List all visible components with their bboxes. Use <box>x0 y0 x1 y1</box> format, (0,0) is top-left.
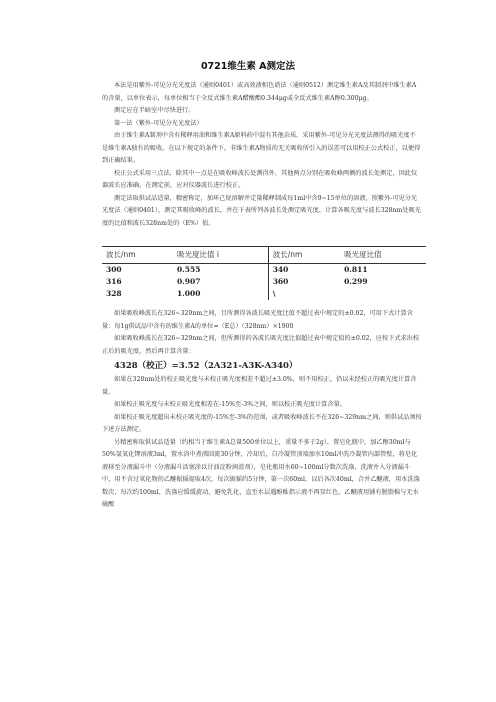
table-cell <box>340 288 426 300</box>
table-row <box>102 276 426 288</box>
paragraph-rule-outside: 如果校正吸光度超出未校正吸光度的-15%至-3%的范围，或者吸收峰波长不在326~329nm之间，则供试品须按下述方法测定。 <box>102 413 422 433</box>
table-cell: 300 <box>106 265 122 274</box>
table-header-ratio: 吸光度比值 <box>340 247 426 264</box>
correction-formula: 4328（校正）=3.52（2A321-A3K-A340） <box>114 361 298 371</box>
paragraph-intro: 本法是用紫外-可见分光光度法（通则0401）或高效液相色谱法（通则0512）测定维生素A及其制剂中维生素A的含量，以单位表示，每单位相当于全反式维生素A醋酸酯0.344μg或全反式维生素A醇0.300μg。 <box>102 82 417 102</box>
paragraph-darkroom: 测定应在半暗室中尽快进行。 <box>114 107 195 114</box>
table-cell: 0.555 <box>173 264 268 277</box>
paragraph-saponification: 另精密称取供试品适量（约相当于维生素A总量500单位以上，重量不多于2g），置皂化瓶中，加乙醇30ml与50%氢氧化钾溶液3ml，置水浴中煮沸回流30分钟，冷却后，自冷凝管顶端加水10ml冲洗冷凝管内部管壁，将皂化液移至分液漏斗中（分液漏斗活塞涂以甘油淀粉润滑剂），皂化瓶用水60~100ml分数次洗涤，洗液并入分液漏斗中，用不含过氧化物的乙醚振摇提取4次，每次振摇约5分钟，第一次60ml，以后各次40ml，合并乙醚液，用水洗涤数次，每次约100ml，洗涤应缓缓旋动，避免乳化，直至水层遇酚酞指示液不再显红色，乙醚液用铺有脱脂棉与无水硫酸 <box>102 438 420 508</box>
absorbance-ratio-table <box>102 246 426 300</box>
paragraph-calc-corrected: 如果吸收峰波长在326~329nm之间，但所测得的各波长吸光度比值超过表中规定值的±0.02，应按下式求出校正后的吸光度，然后再计算含量： <box>102 335 420 355</box>
table-header-wavelength: 波长/nm <box>268 247 340 264</box>
paragraph-calc-direct: 如果吸收峰波长在326~329nm之间，且所测得各波长吸光度比值不超过表中规定的±0.02，可用下式计算含量：每1g供试品中含有的维生素A的单位=（E总）（328nm）×1900 <box>102 310 413 330</box>
table-cell: 316 <box>106 277 122 286</box>
paragraph-method-heading: 第一法（紫外-可见分光光度法） <box>114 119 203 127</box>
paragraph-procedure: 测定法取供试品适量，精密称定，加环己烷溶解并定量稀释制成每1ml中含9~15单位的溶液，照紫外-可见分光光度法（通则0401），测定其吸收峰的波长，并在下表所列各波长处测定吸光度，计算各吸光度与波长328nm处吸光度的比值和波长328nm处的（E%）值。 <box>102 194 421 227</box>
table-header-ratio: 吸光度比值 i <box>173 247 268 264</box>
paragraph-explanation: 由于维生素A制剂中含有稀释用油和维生素A原料药中混有其他杂质，采用紫外-可见分光光度法测得的吸光度不是维生素A独有的吸收。在以下规定的条件下，非维生素A物质的无关吸收所引入的误差可以用校正公式校正，以便得到正确结果。 <box>102 132 421 164</box>
table-cell: 0.811 <box>344 265 368 274</box>
table-row <box>102 288 426 300</box>
table-cell: 328 <box>106 289 122 298</box>
paragraph-rule-within-3: 如果在328nm处的校正吸光度与未校正吸光度相差不超过±3.0%，则不用校正，仍以未经校正的吸光度计算含量。 <box>102 376 417 396</box>
table-cell: \ <box>272 289 276 298</box>
table-cell: 0.907 <box>173 276 268 288</box>
paragraph-three-point: 校正公式采用三点法，除其中一点是在吸收峰波长处测得外，其他两点分别在吸收峰两侧的波长处测定，因此仪器波长应准确，在测定前，应对仪器波长进行校正。 <box>102 169 418 189</box>
document-body <box>102 80 422 512</box>
paragraph-rule-within-15: 如果校正吸光度与未校正吸光度相差在-15%至-3%之间，则以校正吸光度计算含量。 <box>114 401 346 408</box>
page-title: 0721维生素 A测定法 <box>200 61 296 72</box>
table-header-wavelength: 波长/nm <box>102 247 173 264</box>
table-row <box>102 264 426 277</box>
table-cell: 360 <box>272 277 289 286</box>
table-cell: 1.000 <box>173 288 268 300</box>
table-cell: 340 <box>272 265 289 274</box>
table-cell: 0.299 <box>344 277 368 286</box>
